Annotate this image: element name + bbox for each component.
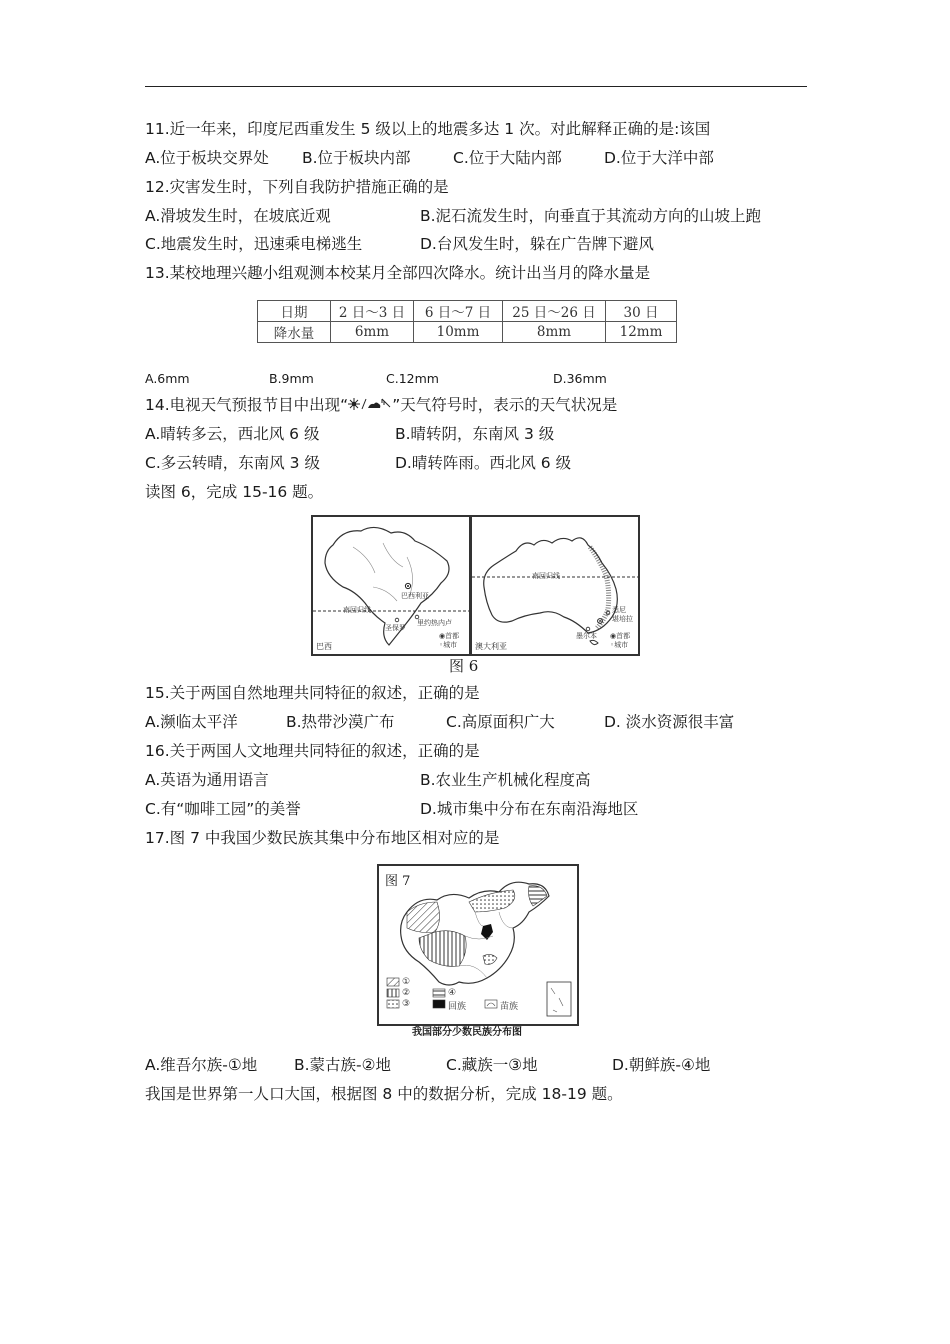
label-sao-paulo: 圣保罗: [385, 624, 406, 632]
table-cell: 25 日～26 日: [503, 301, 606, 322]
header-rule: [145, 86, 807, 87]
weather-symbol-icon: [348, 396, 392, 410]
q14-stem-after: ”天气符号时，表示的天气状况是: [392, 396, 618, 414]
rainfall-table: [257, 300, 677, 343]
q11-option-c[interactable]: C.位于大陆内部: [453, 149, 562, 167]
q11-option-a[interactable]: A.位于板块交界处: [145, 149, 269, 167]
q16-option-b[interactable]: B.农业生产机械化程度高: [420, 771, 591, 789]
q15-stem: 15.关于两国自然地理共同特征的叙述，正确的是: [145, 684, 480, 702]
label-tropic-capricorn-australia: 南回归线: [532, 572, 560, 580]
q14-option-a[interactable]: A.晴转多云，西北风 6 级: [145, 425, 320, 443]
q14-option-d[interactable]: D.晴转阵雨。西北风 6 级: [395, 454, 572, 472]
q17-option-a[interactable]: A.维吾尔族-①地: [145, 1056, 258, 1074]
q14-option-c[interactable]: C.多云转晴，东南风 3 级: [145, 454, 320, 472]
q17-stem: 17.图 7 中我国少数民族其集中分布地区相对应的是: [145, 829, 500, 847]
australia-map: [470, 515, 640, 656]
legend-1: ①: [402, 977, 411, 987]
label-melbourne: 墨尔本: [576, 632, 597, 640]
legend-hui: 回族: [448, 1002, 467, 1012]
intro-18-19: 我国是世界第一人口大国，根据图 8 中的数据分析，完成 18-19 题。: [145, 1085, 623, 1103]
brazil-map: [311, 515, 471, 656]
label-tropic-capricorn-brazil: 南回归线: [343, 606, 371, 614]
legend-3: ③: [402, 999, 411, 1009]
q16-option-c[interactable]: C.有“咖啡工园”的美誉: [145, 800, 301, 818]
intro-15-16: 读图 6，完成 15-16 题。: [145, 483, 324, 501]
table-cell: 12mm: [606, 322, 677, 343]
q14-option-b[interactable]: B.晴转阴，东南风 3 级: [395, 425, 555, 443]
china-minorities-map: [377, 864, 579, 1026]
q13-option-a[interactable]: A.6mm: [145, 371, 190, 386]
table-cell: 2 日～3 日: [331, 301, 414, 322]
table-cell: 日期: [258, 301, 331, 322]
q15-option-b[interactable]: B.热带沙漠广布: [286, 713, 395, 731]
q15-option-c[interactable]: C.高原面积广大: [446, 713, 555, 731]
q12-option-d[interactable]: D.台风发生时，躲在广告牌下避风: [420, 235, 654, 253]
q13-option-b[interactable]: B.9mm: [269, 371, 314, 386]
table-cell: 降水量: [258, 322, 331, 343]
q11-stem: 11.近一年来，印度尼西重发生 5 级以上的地震多达 1 次。对此解释正确的是:该国: [145, 120, 711, 138]
table-cell: 8mm: [503, 322, 606, 343]
q17-option-b[interactable]: B.蒙古族-②地: [294, 1056, 392, 1074]
table-row: [258, 322, 677, 343]
q12-option-a[interactable]: A.滑坡发生时，在坡底近观: [145, 207, 331, 225]
q12-stem: 12.灾害发生时，下列自我防护措施正确的是: [145, 178, 449, 196]
brazil-legend-city: ◦城市: [439, 641, 458, 649]
q17-option-d[interactable]: D.朝鲜族-④地: [612, 1056, 711, 1074]
q14-stem: [145, 395, 617, 415]
label-canberra: 堪培拉: [612, 615, 633, 623]
label-brasilia: 巴西利亚: [401, 592, 429, 600]
table-cell: 6 日～7 日: [414, 301, 503, 322]
q13-option-c[interactable]: C.12mm: [386, 371, 439, 386]
brazil-map-title: 巴西: [316, 642, 332, 651]
legend-miao: 苗族: [500, 1002, 519, 1012]
brazil-legend-capital: ◉首都: [439, 632, 460, 640]
australia-legend-city: ◦城市: [610, 641, 629, 649]
q12-option-b[interactable]: B.泥石流发生时，向垂直于其流动方向的山坡上跑: [420, 207, 762, 225]
q13-option-d[interactable]: D.36mm: [553, 371, 607, 386]
q15-option-d[interactable]: D. 淡水资源很丰富: [604, 713, 735, 731]
q14-stem-before: 14.电视天气预报节目中出现“: [145, 396, 349, 414]
table-cell: 30 日: [606, 301, 677, 322]
table-cell: 10mm: [414, 322, 503, 343]
q17-option-c[interactable]: C.藏族一③地: [446, 1056, 538, 1074]
q16-stem: 16.关于两国人文地理共同特征的叙述，正确的是: [145, 742, 480, 760]
fig7-caption: 我国部分少数民族分布图: [412, 1027, 522, 1038]
fig6-caption: 图 6: [449, 657, 479, 675]
label-rio: 里约热内卢: [417, 619, 452, 627]
q16-option-d[interactable]: D.城市集中分布在东南沿海地区: [420, 800, 639, 818]
q15-option-a[interactable]: A.濒临太平洋: [145, 713, 238, 731]
australia-map-title: 澳大利亚: [475, 642, 507, 651]
q13-stem: 13.某校地理兴趣小组观测本校某月全部四次降水。统计出当月的降水量是: [145, 264, 651, 282]
legend-4: ④: [448, 988, 457, 998]
label-sydney: 悉尼: [612, 606, 626, 614]
fig7-title: 图 7: [385, 874, 411, 889]
legend-2: ②: [402, 988, 411, 998]
q11-option-b[interactable]: B.位于板块内部: [302, 149, 411, 167]
q16-option-a[interactable]: A.英语为通用语言: [145, 771, 269, 789]
q11-option-d[interactable]: D.位于大洋中部: [604, 149, 714, 167]
q12-option-c[interactable]: C.地震发生时，迅速乘电梯逃生: [145, 235, 363, 253]
table-row: [258, 301, 677, 322]
table-cell: 6mm: [331, 322, 414, 343]
australia-legend-capital: ◉首都: [610, 632, 631, 640]
